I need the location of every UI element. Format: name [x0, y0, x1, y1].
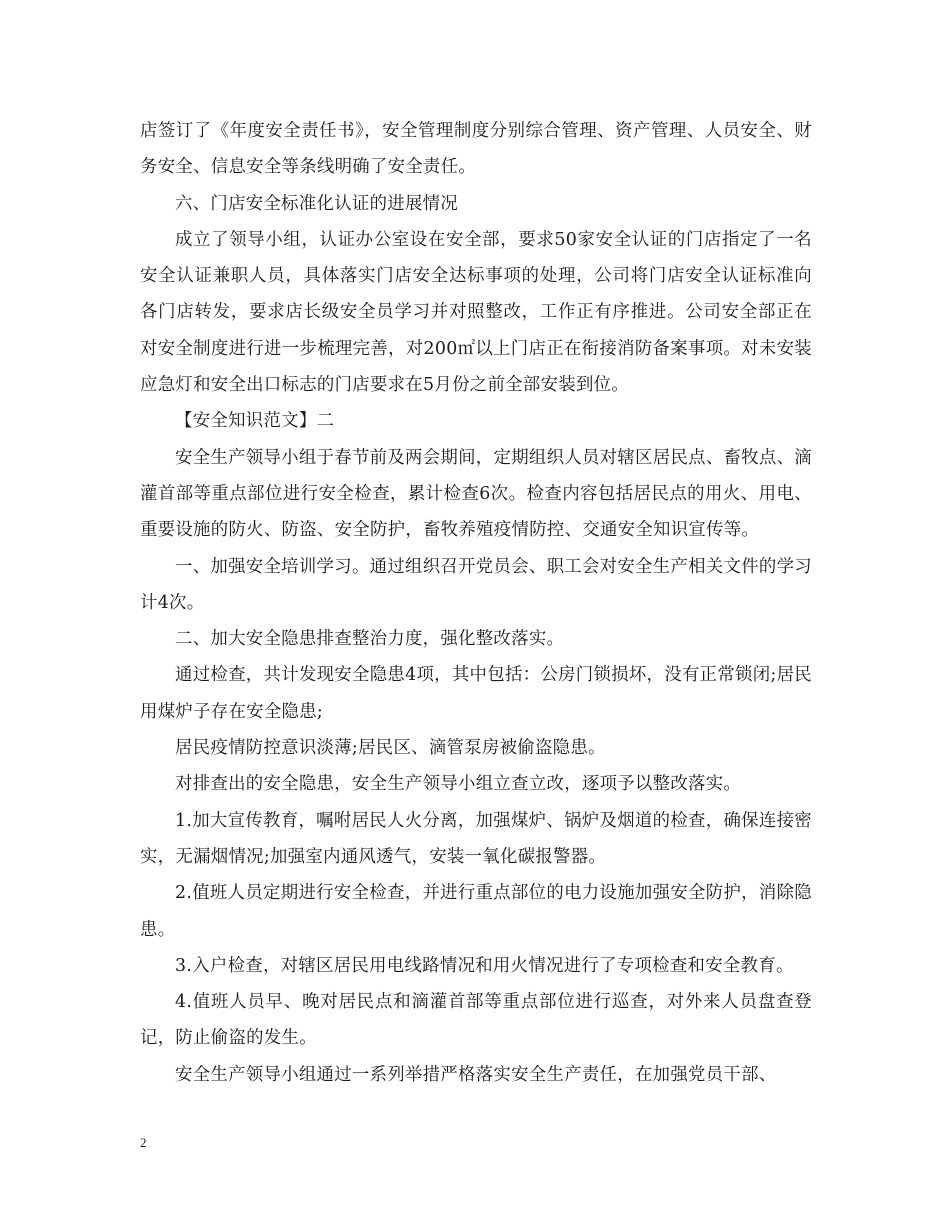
section-heading: 六、门店安全标准化认证的进展情况: [175, 193, 459, 214]
paragraph: 店签订了《年度安全责任书》，安全管理制度分别综合管理、资产管理、人员安全、财务安全、信息安全等条线明确了安全责任。: [140, 121, 812, 178]
paragraph: 二、加大安全隐患排查整治力度，强化整改落实。: [175, 629, 565, 650]
paragraph: 安全生产领导小组通过一系列举措严格落实安全生产责任，在加强党员干部、: [175, 1064, 777, 1085]
paragraph: 成立了领导小组，认证办公室设在安全部，要求50家安全认证的门店指定了一名安全认证兼职人员，具体落实门店安全达标事项的处理，公司将门店安全认证标准向各门店转发，要求店长级安全员学习并对照整改，工作正有序推进。公司安全部正在对安全制度进行进一步梳理完善，对200㎡以上门店正在衔接消防备案事项。对未安装应急灯和安全出口标志的门店要求在5月份之前全部安装到位。: [140, 229, 812, 396]
paragraph: 居民疫情防控意识淡薄;居民区、滴管泵房被偷盗隐患。: [175, 738, 606, 759]
paragraph: 安全生产领导小组于春节前及两会期间，定期组织人员对辖区居民点、畜牧点、滴灌首部等重点部位进行安全检查，累计检查6次。检查内容包括居民点的用火、用电、重要设施的防火、防盗、安全防护，畜牧养殖疫情防控、交通安全知识宣传等。: [140, 447, 812, 541]
list-item: 4.值班人员早、晚对居民点和滴灌首部等重点部位进行巡查，对外来人员盘查登记，防止偷盗的发生。: [140, 992, 812, 1049]
page-number: 2: [140, 1135, 147, 1150]
section-heading: 【安全知识范文】二: [175, 411, 335, 432]
list-item: 2.值班人员定期进行安全检查，并进行重点部位的电力设施加强安全防护，消除隐患。: [140, 883, 812, 940]
paragraph: 通过检查，共计发现安全隐患4项，其中包括：公房门锁损坏，没有正常锁闭;居民用煤炉子存在安全隐患;: [140, 665, 812, 722]
paragraph: 对排查出的安全隐患，安全生产领导小组立查立改，逐项予以整改落实。: [175, 774, 742, 795]
document-body: [140, 113, 812, 1093]
paragraph: 一、加强安全培训学习。通过组织召开党员会、职工会对安全生产相关文件的学习计4次。: [140, 556, 812, 613]
list-item: 1.加大宣传教育，嘱咐居民人火分离，加强煤炉、锅炉及烟道的检查，确保连接密实，无漏烟情况;加强室内通风透气，安装一氧化碳报警器。: [140, 810, 812, 867]
list-item: 3.入户检查，对辖区居民用电线路情况和用火情况进行了专项检查和安全教育。: [175, 955, 794, 976]
